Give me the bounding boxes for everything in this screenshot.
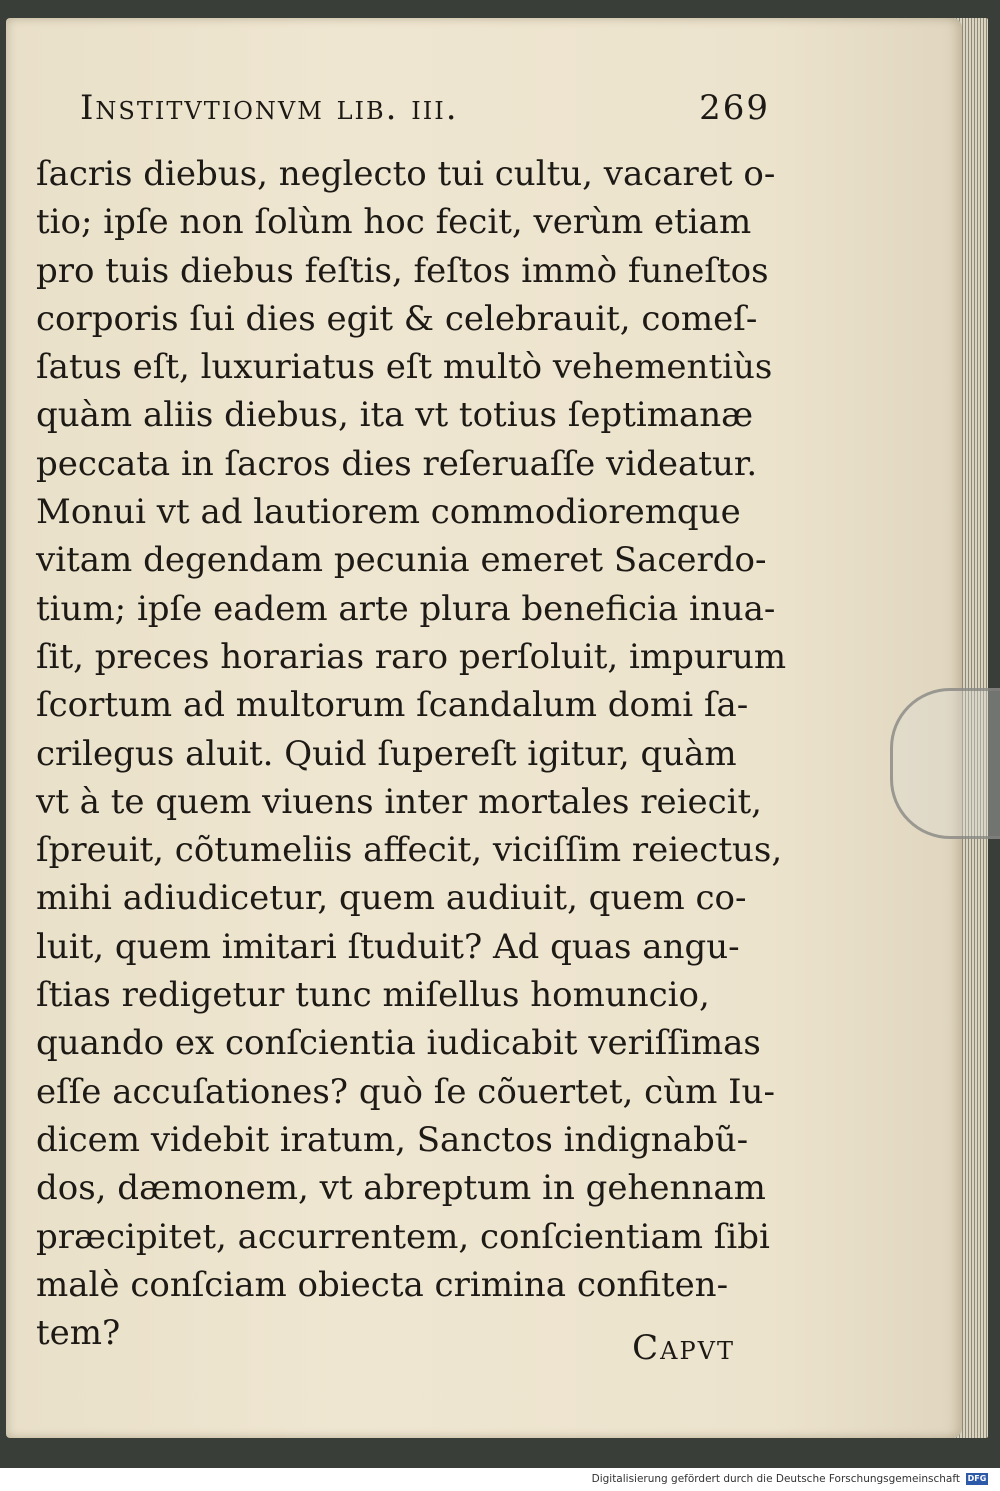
text-line: Monui vt ad lautiorem commodioremque bbox=[36, 492, 741, 533]
text-line: ſatus eſt, luxuriatus eſt multò vehementiùs bbox=[36, 347, 773, 388]
text-line: quàm aliis diebus, ita vt totius ſeptimanæ bbox=[36, 395, 754, 436]
text-line: pro tuis diebus feſtis, feſtos immò funeſtos bbox=[36, 250, 769, 291]
text-line: dos, dæmonem, vt abreptum in gehennam bbox=[36, 1168, 766, 1209]
text-line: vt à te quem viuens inter mortales reiecit, bbox=[36, 781, 762, 822]
page-number: 269 bbox=[699, 88, 770, 128]
running-head: Institvtionvm lib. iii. bbox=[80, 88, 459, 128]
funding-credit: Digitalisierung gefördert durch die Deutsche Forschungsgemeinschaft bbox=[591, 1473, 960, 1485]
text-line: ſcortum ad multorum ſcandalum domi ſa- bbox=[36, 685, 749, 726]
text-line: quando ex conſcientia iudicabit veriſſimas bbox=[36, 1023, 761, 1064]
text-line: tium; ipſe eadem arte plura beneficia inua- bbox=[36, 588, 776, 629]
text-line: tem? bbox=[36, 1313, 121, 1354]
text-line: eſſe accuſationes? quò ſe cõuertet, cùm Iu- bbox=[36, 1071, 775, 1112]
dfg-logo: DFG bbox=[967, 1474, 987, 1483]
text-line: vitam degendam pecunia emeret Sacerdo- bbox=[36, 540, 767, 581]
text-line: mihi adiudicetur, quem audiuit, quem co- bbox=[36, 878, 747, 919]
footer-bar bbox=[0, 1468, 1000, 1491]
text-line: tio; ipſe non ſolùm hoc fecit, verùm etiam bbox=[36, 202, 752, 243]
text-line: dicem videbit iratum, Sanctos indignabũ- bbox=[36, 1119, 749, 1160]
text-line: ſpreuit, cõtumeliis affecit, viciſſim reiectus, bbox=[36, 830, 783, 871]
text-line: peccata in ſacros dies reſeruaſſe videatur. bbox=[36, 443, 758, 484]
text-line: malè conſciam obiecta crimina confiten- bbox=[36, 1264, 729, 1305]
text-line: luit, quem imitari ſtuduit? Ad quas angu- bbox=[36, 926, 740, 967]
text-line: ſtias redigetur tunc miſellus homuncio, bbox=[36, 975, 710, 1016]
catchword: Capvt bbox=[632, 1328, 735, 1368]
text-line: crilegus aluit. Quid ſupereſt igitur, quàm bbox=[36, 733, 737, 774]
body-text bbox=[36, 150, 786, 1357]
text-line: præcipitet, accurrentem, conſcientiam ſibi bbox=[36, 1216, 770, 1257]
text-line: ſacris diebus, neglecto tui cultu, vacaret o- bbox=[36, 154, 776, 194]
book-page bbox=[6, 18, 962, 1438]
text-line: ſit, preces horarias raro perſoluit, impurum bbox=[36, 636, 787, 677]
text-line: corporis ſui dies egit & celebrauit, comeſ- bbox=[36, 298, 758, 339]
page-clip bbox=[890, 688, 1000, 839]
